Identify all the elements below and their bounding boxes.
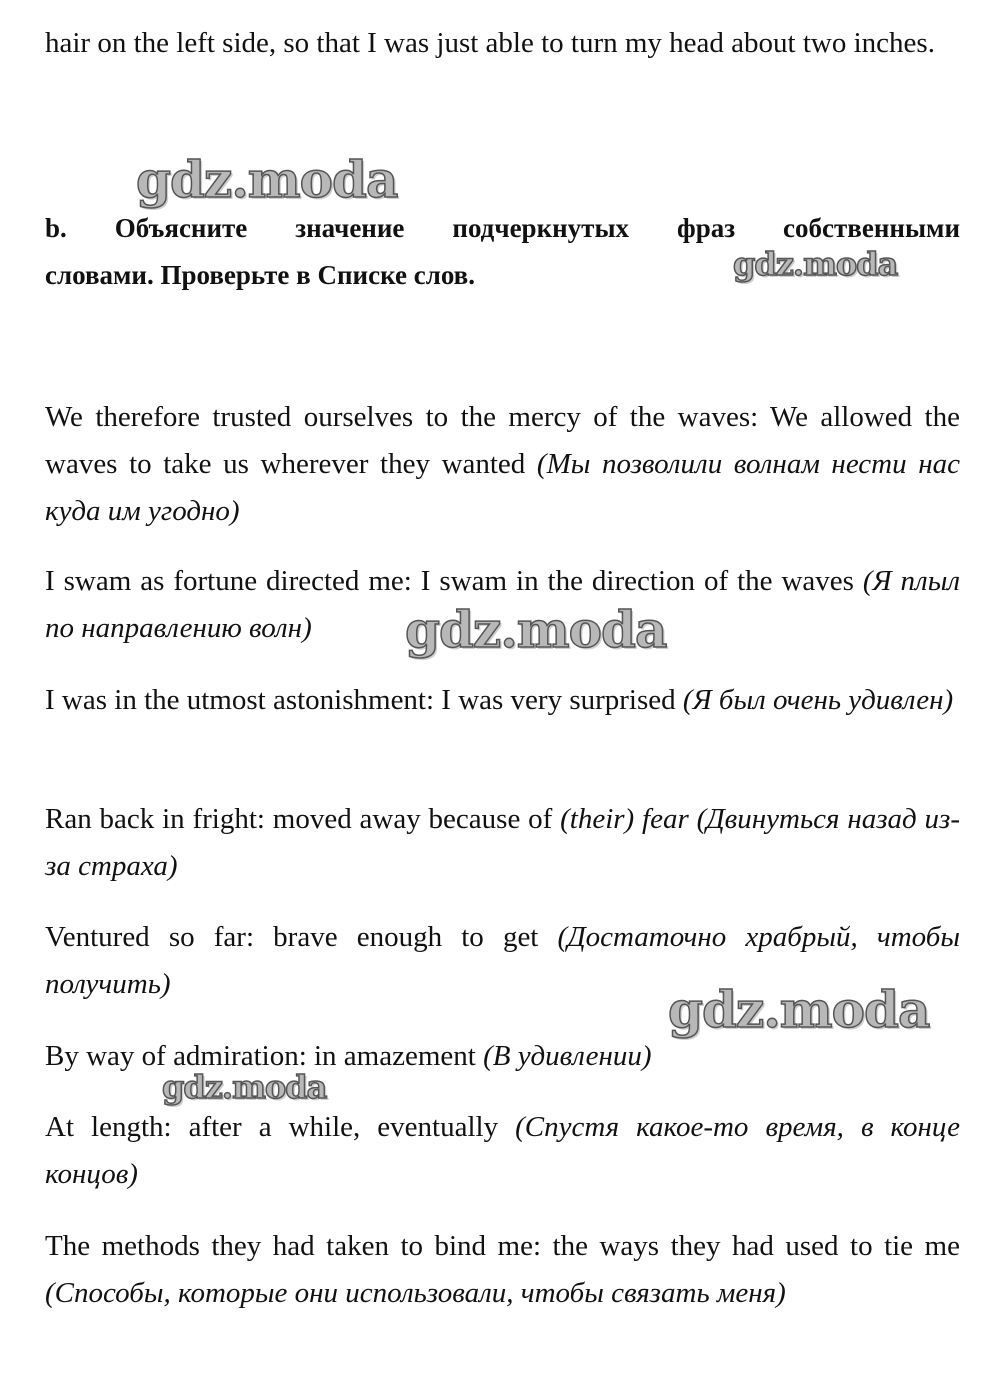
watermark-logo: gdz.moda: [405, 600, 667, 659]
entry-paragraph: [45, 914, 960, 1008]
watermark-logo: gdz.moda: [162, 1068, 327, 1106]
entry-paragraph: [45, 558, 960, 652]
entry-phrase: Ventured so far: brave enough to get: [45, 921, 558, 953]
exercise-heading: [45, 205, 960, 299]
entry-translation: (Я плыл по направлению волн): [45, 565, 960, 644]
entry-translation: (Достаточно храбрый, чтобы получить): [45, 921, 960, 1000]
heading-line-1: b. Объясните значение подчеркнутых фраз собственными: [45, 213, 960, 243]
intro-text: hair on the left side, so that I was just able to turn my head about two inches.: [45, 27, 935, 59]
entry-translation: (Способы, которые они использовали, чтобы связать меня): [45, 1277, 786, 1309]
entry-phrase: We therefore trusted ourselves to the mercy of the waves: We allowed the waves to take us wherever they wanted: [45, 401, 960, 480]
entry-paragraph: [45, 796, 960, 890]
entry-paragraph: [45, 1223, 960, 1317]
entry-translation: (Спустя какое-то время, в конце концов): [45, 1111, 960, 1190]
watermark-logo: gdz.moda: [733, 245, 898, 283]
intro-paragraph: [45, 20, 960, 67]
entry-paragraph: [45, 1033, 960, 1080]
entry-paragraph: [45, 394, 960, 535]
entry-phrase: The methods they had taken to bind me: the ways they had used to tie me: [45, 1230, 960, 1262]
watermark-logo: gdz.moda: [668, 980, 930, 1039]
entry-phrase: By way of admiration: in amazement: [45, 1040, 484, 1072]
entry-translation: (Мы позволили волнам нести нас куда им угодно): [45, 448, 960, 527]
entry-phrase: I was in the utmost astonishment: I was very surprised: [45, 684, 683, 716]
entry-phrase: Ran back in fright: moved away because of: [45, 803, 561, 835]
entry-phrase: At length: after a while, eventually: [45, 1111, 516, 1143]
entry-translation: (В удивлении): [483, 1040, 652, 1072]
entry-paragraph: [45, 677, 960, 724]
heading-line-2: словами. Проверьте в Списке слов.: [45, 260, 475, 290]
entry-phrase: I swam as fortune directed me: I swam in the direction of the waves: [45, 565, 863, 597]
entry-translation: (Я был очень удивлен): [682, 684, 954, 716]
watermark-logo: gdz.moda: [136, 150, 398, 209]
entry-paragraph: [45, 1104, 960, 1198]
entry-translation: (their) fear (Двинуться назад из-за страха): [45, 803, 961, 882]
